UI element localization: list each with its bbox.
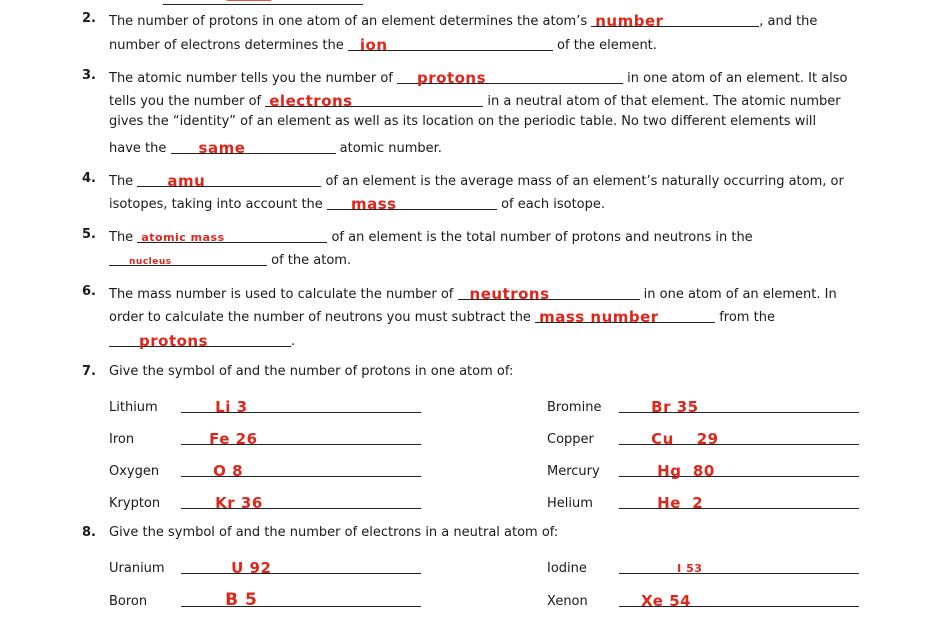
question-4-line-2: isotopes, taking into account the mass of each isotope.	[109, 195, 605, 213]
handwritten-answer: U 92	[231, 559, 272, 577]
question-3-line-4: have the same atomic number.	[109, 139, 442, 157]
handwritten-answer: nucleus	[129, 257, 172, 267]
element-row-copper	[547, 429, 859, 447]
question-5-line-2: nucleus of the atom.	[109, 250, 351, 268]
element-row-oxygen	[109, 461, 421, 479]
element-row-iron	[109, 429, 421, 447]
handwritten-answer: Li 3	[215, 398, 248, 416]
question-7-title: Give the symbol of and the number of protons in one atom of:	[109, 364, 514, 379]
answer-blank[interactable]	[619, 397, 859, 416]
handwritten-answer: same	[198, 139, 246, 157]
handwritten-answer: atomic mass	[141, 231, 225, 244]
question-6-line-3: protons .	[109, 331, 295, 349]
handwritten-answer: amu	[167, 172, 206, 190]
element-label: Iodine	[547, 561, 587, 576]
element-label: Xenon	[547, 594, 588, 609]
handwritten-answer: mass number	[539, 308, 659, 326]
question-3-line-3: gives the “identity” of an element as well as its location on the periodic table. No two different elements will	[109, 114, 817, 129]
answer-blank[interactable]	[181, 558, 421, 577]
previous-answer-mark	[226, 0, 272, 1]
handwritten-answer: Xe 54	[641, 592, 692, 610]
question-6-line-2: order to calculate the number of neutrons you must subtract the mass number from the	[109, 308, 775, 326]
answer-blank[interactable]	[327, 194, 497, 213]
handwritten-answer: I 53	[677, 562, 703, 575]
element-label: Lithium	[109, 400, 158, 415]
handwritten-answer: Br 35	[651, 398, 699, 416]
element-row-mercury	[547, 461, 859, 479]
answer-blank[interactable]	[535, 307, 715, 326]
answer-blank[interactable]	[181, 461, 421, 480]
element-row-boron	[109, 591, 421, 609]
answer-blank[interactable]	[181, 429, 421, 448]
question-2-line-1: The number of protons in one atom of an element determines the atom’s number , and the	[109, 12, 818, 30]
question-4-line-1: The amu of an element is the average mass of an element’s naturally occurring atom, or	[109, 172, 844, 190]
element-label: Krypton	[109, 496, 161, 511]
element-row-xenon	[547, 591, 859, 609]
handwritten-answer: protons	[139, 332, 209, 350]
element-row-krypton	[109, 493, 421, 511]
answer-blank[interactable]	[619, 429, 859, 448]
answer-blank[interactable]	[591, 11, 759, 30]
question-8-title: Give the symbol of and the number of electrons in a neutral atom of:	[109, 525, 559, 540]
answer-blank[interactable]	[181, 397, 421, 416]
element-row-helium	[547, 493, 859, 511]
question-6-line-1: The mass number is used to calculate the number of neutrons in one atom of an element. In	[109, 285, 837, 303]
element-row-uranium	[109, 558, 421, 576]
handwritten-answer: mass	[350, 195, 397, 213]
question-number: 7.	[82, 364, 96, 379]
question-5-line-1: The atomic mass of an element is the total number of protons and neutrons in the	[109, 227, 753, 245]
handwritten-answer: protons	[417, 69, 487, 87]
question-2-line-2: number of electrons determines the ion of the element.	[109, 36, 657, 54]
answer-blank[interactable]	[171, 138, 336, 157]
element-label: Iron	[109, 432, 135, 447]
question-number: 3.	[82, 68, 96, 83]
answer-blank[interactable]	[619, 461, 859, 480]
answer-blank[interactable]	[619, 558, 859, 574]
handwritten-answer: Hg 80	[657, 462, 715, 480]
answer-blank[interactable]	[348, 35, 553, 54]
element-row-bromine	[547, 397, 859, 415]
handwritten-answer: O 8	[213, 462, 244, 480]
question-number: 8.	[82, 525, 96, 540]
question-number: 4.	[82, 171, 96, 186]
question-3-line-1: The atomic number tells you the number of protons in one atom of an element. It also	[109, 69, 848, 87]
handwritten-answer: Kr 36	[215, 494, 263, 512]
handwritten-answer: Cu 29	[651, 430, 719, 448]
answer-blank[interactable]	[137, 227, 327, 243]
element-label: Copper	[547, 432, 594, 447]
answer-blank[interactable]	[181, 493, 421, 512]
element-label: Bromine	[547, 400, 602, 415]
answer-blank[interactable]	[397, 68, 623, 87]
element-label: Oxygen	[109, 464, 160, 479]
question-3-line-2: tells you the number of electrons in a neutral atom of that element. The atomic number	[109, 92, 841, 110]
element-label: Boron	[109, 594, 148, 609]
handwritten-answer: B 5	[225, 590, 258, 610]
handwritten-answer: neutrons	[469, 285, 550, 303]
question-number: 6.	[82, 284, 96, 299]
handwritten-answer: electrons	[269, 92, 353, 110]
answer-blank[interactable]	[619, 591, 859, 610]
question-number: 5.	[82, 227, 96, 242]
handwritten-answer: number	[595, 12, 664, 30]
answer-blank[interactable]	[137, 171, 321, 190]
answer-blank[interactable]	[458, 284, 640, 303]
handwritten-answer: Fe 26	[209, 430, 258, 448]
answer-blank[interactable]	[109, 331, 291, 350]
answer-blank[interactable]	[265, 91, 483, 110]
answer-blank[interactable]	[109, 250, 267, 266]
question-number: 2.	[82, 11, 96, 26]
answer-blank[interactable]	[181, 590, 421, 610]
element-label: Mercury	[547, 464, 600, 479]
answer-blank[interactable]	[619, 493, 859, 512]
element-row-iodine	[547, 558, 859, 576]
element-label: Helium	[547, 496, 593, 511]
element-row-lithium	[109, 397, 421, 415]
handwritten-answer: ion	[359, 36, 388, 54]
handwritten-answer: He 2	[657, 494, 704, 512]
element-label: Uranium	[109, 561, 165, 576]
